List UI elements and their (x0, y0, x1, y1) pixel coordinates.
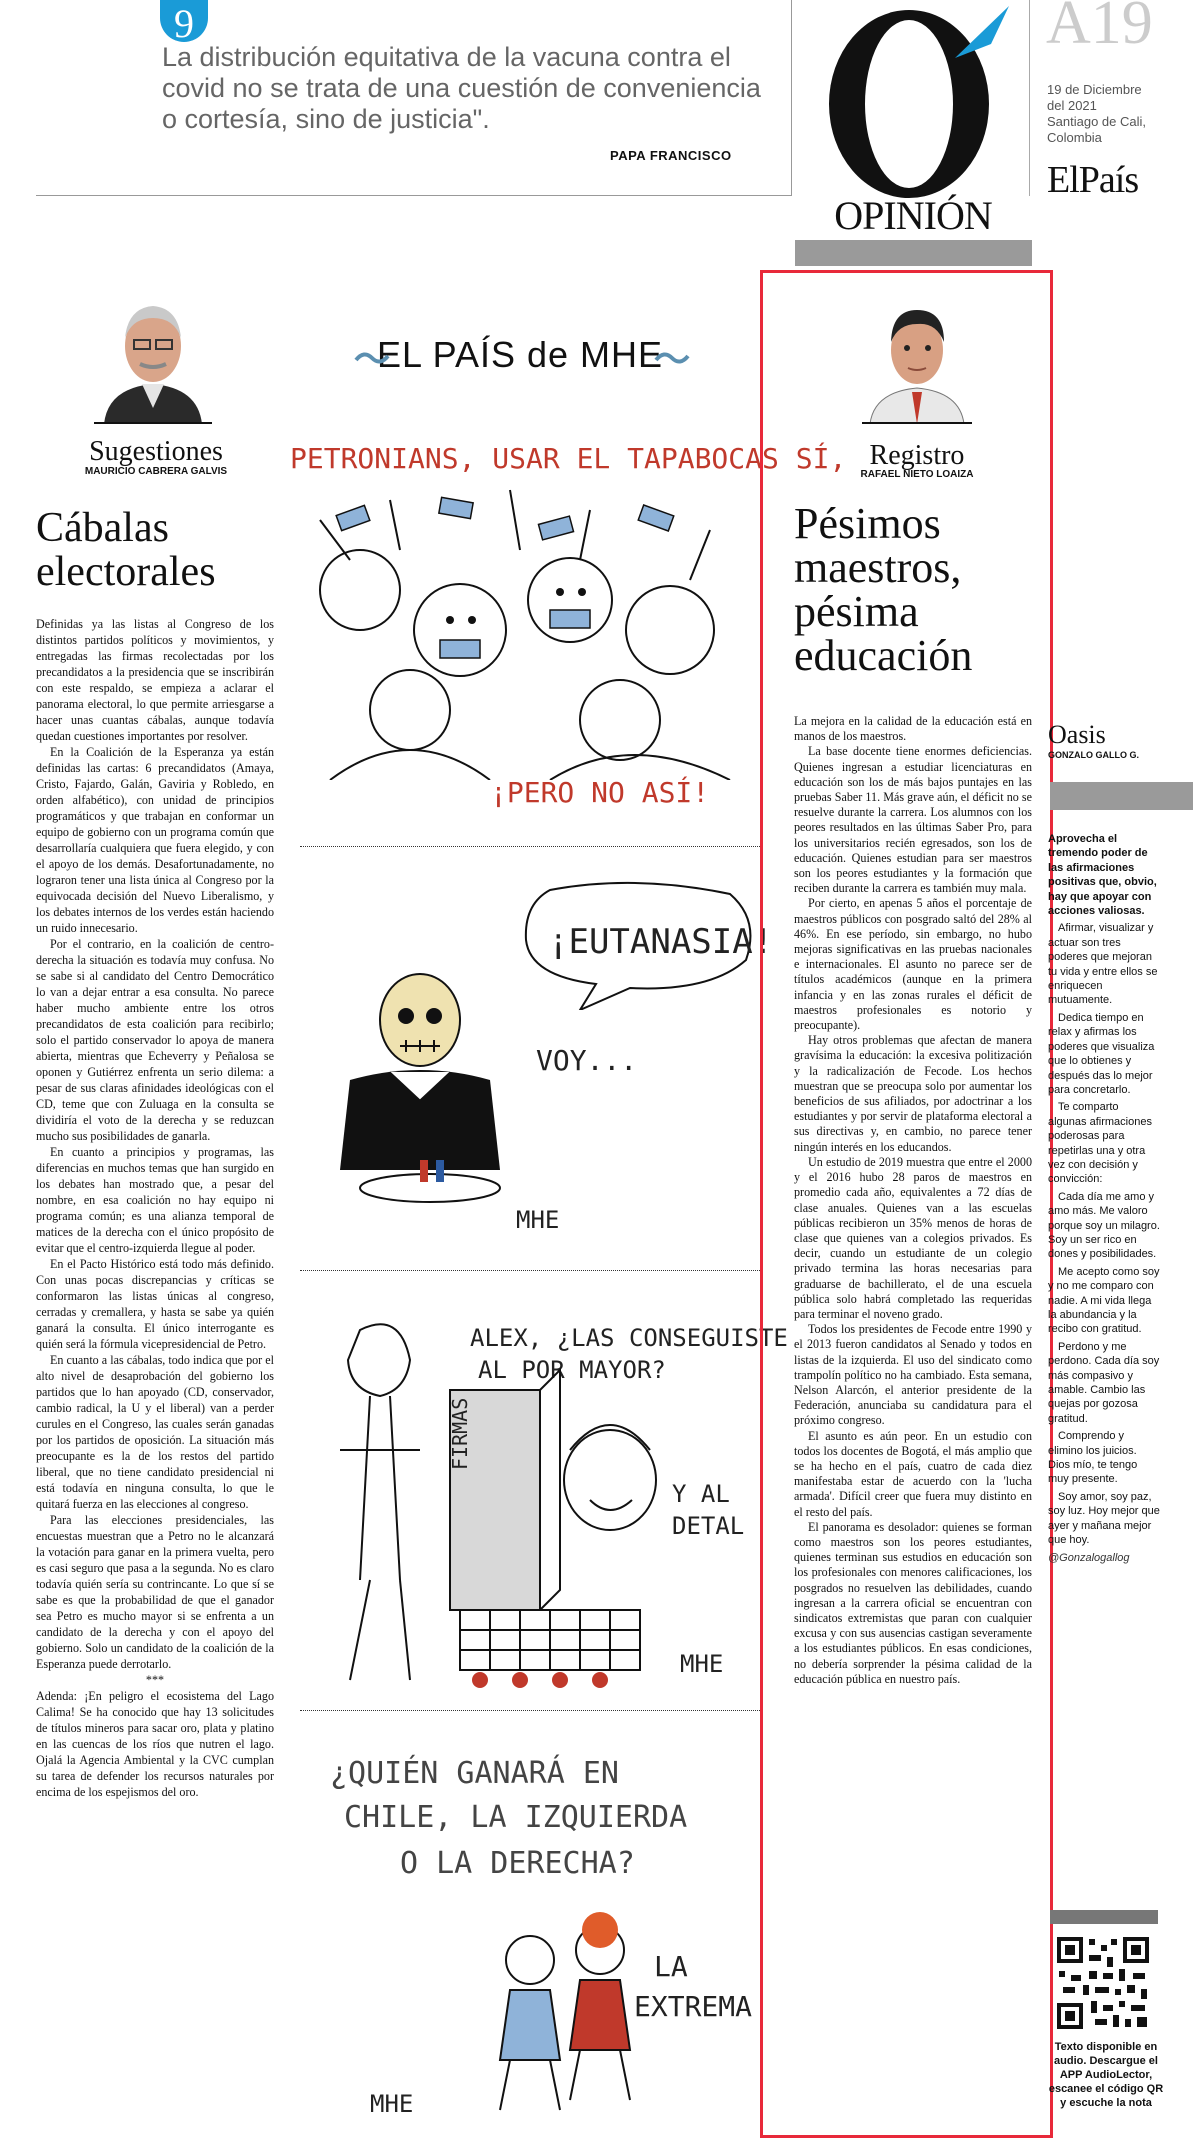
paragraph: En el Pacto Histórico está todo más definido. Con unas pocas discrepancias y críticas se conformaron las listas únicas al congreso, cerradas y cremallera, y hasta se sabe ya quién ganará la consulta. El único interrogante es quién será la fórmula vicepresidencial de Petro. (36, 1257, 274, 1351)
paragraph: Afirmar, visualizar y actuar son tres poderes que mejoran tu vida y entre ellos se enriquecen mutuamente. (1048, 922, 1158, 1007)
paragraph: Un estudio de 2019 muestra que entre el 2000 y el 2016 hubo 28 paros de maestros en promedio cada año, equivalentes a 72 días de clase anuales. Quienes van a las escuelas públicas recibieron un 35% menos de horas de clase que quienes van a colegios privados. Es decir, cuando un estudiante de un colegio privado termina las horas necesarias para graduarse de bachillerato, el de una escuela pública solo habrá completado las requeridas para terminar el noveno grado. (794, 1154, 1032, 1321)
cartoon-title: EL PAÍS de MHE (376, 334, 664, 375)
box-label: FIRMAS (448, 1397, 472, 1470)
paragraph: En cuanto a las cábalas, todo indica que por el alto nivel de desaprobación del gobierno los partidos que lo han apoyado (CD, conservador, cambio radical, la U y el liberal) van a perder curules en el Congreso, las cuales serán ganadas por los partidos de oposición. La situación más preocupante es la de los restos del partido liberal, que no tiene candidato presidencial ni está todavía en ninguna consulta, lo que le quitará fuerza en las elecciones al congreso. (36, 1353, 274, 1511)
paragraph: Todos los presidentes de Fecode entre 1990 y el 2013 fueron candidatos al Senado y todos en listas de la izquierda. El uso del sindicato como trampolín político no ha cambiado. Esta semana, Nelson Alarcón, el anterior presidente de la Federación, anunciaba su candidatura para el próximo congreso. (794, 1322, 1032, 1428)
paragraph: Me acepto como soy y no me comparo con nadie. A mi vida llega la abundancia y la recibo con gratitud. (1048, 1265, 1160, 1336)
sidebar-body (1048, 832, 1160, 1568)
paragraph: Cada día me amo y amo más. Me valoro porque soy un milagro. Soy un ser rico en dones y posibilidades. (1048, 1190, 1160, 1261)
speech-text: AL POR MAYOR? (478, 1356, 666, 1384)
quote-mark-icon: 9 (160, 0, 208, 42)
byline: RAFAEL NIETO LOAIZA (860, 469, 974, 480)
qr-code-icon[interactable] (1055, 1935, 1151, 2031)
article-headline: Pésimos maestros, pésima educación (794, 499, 973, 680)
wave-ornament-icon (654, 348, 690, 368)
paragraph: Para las elecciones presidenciales, las encuestas muestran que a Petro no le alcanzará la votación para ganar en la primera vuelta, pero es casi seguro que pasa a la segunda. No es claro todavía quién sería su contrincante. Lo que sí se sabe es que la probabilidad de que el ganador sea Petro es mucho mayor si se enfrenta a un candidato de la derecha y con el apoyo del gobierno. Solo un candidato de la coalición de la Esperanza puede derrotarlo. (36, 1513, 274, 1671)
dateline (1047, 82, 1177, 146)
speech-text: O LA DERECHA? (400, 1846, 635, 1881)
paragraph: En cuanto a principios y programas, las diferencias en muchos temas que han surgido en los debates han mostrado que, a pesar del nombre, en esa coalición no hay equipo ni programa común; es una alianza temporal de matices de la derecha con el único propósito de evitar que el centro-izquierda llegue al poder. (36, 1145, 274, 1255)
paragraph: Dedica tiempo en relax y afirmas los poderes que visualiza que lo obtienes y después das lo mejor para concretarlo. (1048, 1011, 1155, 1096)
social-handle[interactable]: @Gonzalogallog (1048, 1551, 1130, 1564)
speech-text: DETAL (672, 1512, 745, 1540)
cartoonist-signature: MHE (370, 2090, 414, 2118)
columnist-photo (94, 288, 212, 424)
paragraph: La base docente tiene enormes deficiencias. Quienes ingresan a estudiar licenciaturas en educación son los de más bajos puntajes en las pruebas Saber 11. Más grave aún, el déficit no se resuelve durante la carrera. Los alumnos con los peores resultados en las últimas Saber Pro, para los universitarios recién egresados, son los de educación. Quienes estudian para ser maestros son los peores estudiantes y la formación que reciben durante la carrera es también muy mala. (794, 744, 1032, 896)
date-year: del 2021 (1047, 98, 1097, 113)
article-headline: Cábalas electorales (36, 505, 216, 595)
cartoon-caption: PETRONIANS, USAR EL TAPABOCAS SÍ, (290, 442, 847, 475)
newspaper-logo: ElPaís (1047, 159, 1139, 201)
column-name: Oasis (1048, 720, 1106, 749)
featured-quote: La distribución equitativa de la vacuna contra el covid no se trata de una cuestión de conveniencia o cortesía, sino de justicia". (162, 42, 761, 134)
paragraph: Te comparto algunas afirmaciones poderosas para repetirlas una y otra vez con decisión y convicción: (1048, 1101, 1152, 1186)
speech-text: Y AL (672, 1480, 730, 1508)
column-name: Registro (869, 440, 965, 471)
section-title: OPINIÓN (834, 193, 992, 238)
date-line: 19 de Diciembre (1047, 82, 1142, 97)
city: Santiago de Cali, (1047, 114, 1147, 129)
opinion-logo-icon (815, 0, 1013, 200)
article-body (36, 616, 274, 2136)
cartoon-skeleton (320, 960, 520, 1210)
divider (300, 1270, 762, 1271)
speech-text: ALEX, ¿LAS CONSEGUISTE (470, 1324, 788, 1352)
cartoon-caption: ¡PERO NO ASÍ! (490, 776, 710, 809)
byline: GONZALO GALLO G. (1048, 750, 1139, 760)
section-break: *** (145, 1673, 165, 1687)
page-number: A19 (1046, 0, 1153, 57)
paragraph: El panorama es desolador: quienes se forman como maestros son los peores estudiantes, quienes terminan sus estudios en educación son los profesionales con menores calificaciones, los posgrados no resuelven las debilidades, cuando ingresan a la carrera oficial se encuentran con sindicatos extremistas que paran con cualquier excusa y con sus ausencias castigan severamente a los estudiantes públicos. En esas condiciones, no debería sorprender la pésima calidad de la educación pública en nuestro país. (794, 1519, 1032, 1686)
paragraph: Por el contrario, en la coalición de centro-derecha la situación es todavía muy confusa. No se sabe si al candidato del Centro Democrático lo van a dejar entrar a esa consulta. No parece haber mucho ambiente entre los otros precandidatos de esta coalición para recibirlo; solo el partido conservador lo apoya de manera abierta, mientras que Echeverry y Peñalosa se oponen y Gutiérrez enfrenta un serio dilema: a pesar de sus claras afinidades ideológicas con el CD, teme que con Zuluaga en la consulta se dividiría el voto de la derecha y se reduzcan mucho sus posibilidades de ganarla. (36, 937, 274, 1143)
column-name: Sugestiones (89, 436, 223, 467)
paragraph: El asunto es aún peor. En un estudio con todos los docentes de Bogotá, el más amplio que se ha hecho en el país, cuatro de cada diez manifestaba estar de acuerdo con la 'lucha armada'. Difícil creer que fuera muy distinto en el resto del país. (794, 1428, 1032, 1519)
cartoonist-signature: MHE (680, 1650, 724, 1678)
paragraph: Adenda: ¡En peligro el ecosistema del Lago Calima! Se ha conocido que hay 13 solicitudes de títulos mineros para sacar oro, plata y platino en las cuencas de los ríos que nutren el lago. Ojalá la Agencia Ambiental y la CVC cumplan su tarea de defender los recursos naturales por encima de los espejismos del oro. (36, 1689, 274, 1799)
section-bar (795, 240, 1032, 266)
cartoonist-signature: MHE (516, 1206, 560, 1234)
quote-author: PAPA FRANCISCO (610, 148, 732, 163)
speech-text: CHILE, LA IZQUIERDA (344, 1800, 688, 1835)
paragraph: Perdono y me perdono. Cada día soy más compasivo y amable. Cambio las quejas por gozosa gratitud. (1048, 1340, 1160, 1425)
divider (300, 1710, 762, 1711)
divider (300, 846, 762, 847)
cartoon-firmas (320, 1300, 680, 1690)
speech-text: LA (654, 1950, 688, 1983)
byline: MAURICIO CABRERA GALVIS (84, 466, 228, 477)
country: Colombia (1047, 130, 1102, 145)
speech-text: ¡EUTANASIA! (548, 922, 774, 962)
paragraph: En la Coalición de la Esperanza ya están definidas las cartas: 6 precandidatos (Amaya, Cristo, Fajardo, Galán, Gaviria y Robledo, en orden alfabético), con unidad de principios programáticos y que trabajan en conformar un equipo de gobierno con un programa común que desarrollaría cualquiera que fuera elegido, y con el apoyo de los demás. Desafortunadamente, no lograron tener una lista única al Congreso por la equivocada decisión del Nuevo Liberalismo, y los debates internos de los verdes están haciendo un ruido innecesario. (36, 745, 274, 935)
speech-text: VOY... (536, 1044, 638, 1077)
sidebar-intro: Aprovecha el tremendo poder de las afirmaciones positivas que, obvio, hay que apoyar con acciones valiosas. (1048, 833, 1157, 918)
section-bar (1050, 1910, 1158, 1924)
divider (1029, 0, 1030, 196)
wave-ornament-icon (354, 348, 390, 368)
speech-text: ¿QUIÉN GANARÁ EN (330, 1756, 619, 1791)
paragraph: Soy amor, soy paz, soy luz. Hoy mejor que ayer y mañana mejor que hoy. (1048, 1490, 1160, 1547)
speech-text: EXTREMA (634, 1990, 753, 2023)
paragraph: La mejora en la calidad de la educación está en manos de los maestros. (794, 714, 1032, 744)
paragraph: Hay otros problemas que afectan de manera gravísima la educación: la excesiva politización y la radicalización de Fecode. Los hechos muestran que se preocupa solo por aumentar los beneficios de sus afiliados, por adoctrinar a los estudiantes y por servir de plataforma electoral a sus directivas y, en cambio, no parece tener ningún interés en los educandos. (794, 1033, 1032, 1154)
paragraph: Comprendo y elimino los juicios. Dios mío, te tengo muy presente. (1048, 1430, 1138, 1486)
paragraph: Por cierto, en apenas 5 años el porcentaje de maestros públicos con posgrado saltó del 28% al 46%. En ese período, sin embargo, no hubo mejoras significativas en las pruebas nacionales e internacionales. El asunto no parece ser de títulos académicos (aunque en la primera infancia y en las zonas rurales el déficit de maestros profesionales es notorio y preocupante). (794, 896, 1032, 1033)
cartoon-crowd (290, 480, 760, 780)
section-bar (1050, 782, 1193, 810)
columnist-photo (862, 296, 972, 424)
paragraph: Definidas ya las listas al Congreso de los distintos partidos políticos y movimientos, y entregadas las firmas recolectadas por los precandidatos a la presidencia que se inscribirán con este respaldo, se empieza a aclarar el panorama electoral, lo que permite arriesgarse a hacer unas cuantas cábalas, aunque todavía quedan cuestiones importantes por resolver. (36, 617, 274, 743)
qr-caption: Texto disponible en audio. Descargue el APP AudioLector, escanee el código QR y escuche la nota (1048, 2041, 1164, 2109)
article-body (794, 714, 1032, 2132)
